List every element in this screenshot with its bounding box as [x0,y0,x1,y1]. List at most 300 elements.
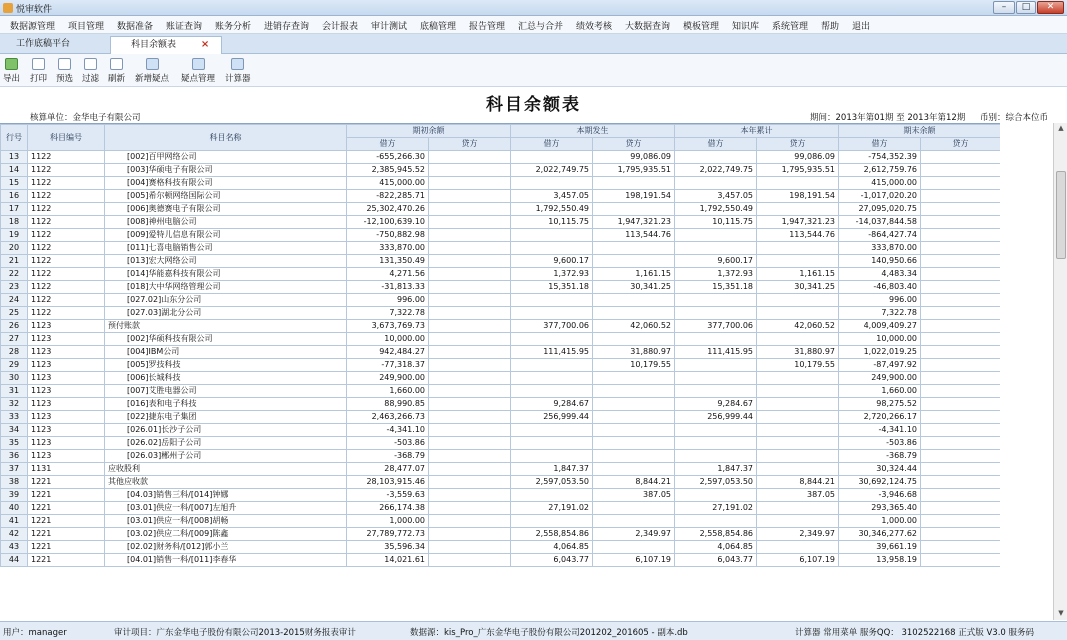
print-button[interactable] [30,56,47,84]
code-cell: 1122 [28,281,105,294]
amount-cell: -3,559.63 [347,489,429,502]
amount-cell [429,385,511,398]
toolbar-label: 疑点管理 [181,74,216,84]
status-service: 计算器 常用菜单 服务QQ： 3102522168 正式版 V3.0 服务码 [795,628,1035,638]
name-cell: [03.02]供应二科/[009]陈鑫 [105,528,347,541]
period-range [810,111,1048,123]
table-row[interactable] [1,489,1001,502]
amount-cell: 2,022,749.75 [675,164,757,177]
amount-cell: 2,597,053.50 [675,476,757,489]
tab-workpaper-platform[interactable]: 工作底稿平台 [16,39,71,49]
code-cell: 1122 [28,151,105,164]
menu-item-10[interactable]: 汇总与合并 [518,22,564,32]
amount-cell [757,372,839,385]
amount-cell: 113,544.76 [757,229,839,242]
row-no-cell: 22 [1,268,28,281]
amount-cell [757,307,839,320]
maximize-button[interactable]: □ [1016,1,1036,14]
amount-cell [921,515,1001,528]
amount-cell [921,229,1001,242]
amount-cell [757,463,839,476]
table-row[interactable] [1,359,1001,372]
table-row[interactable] [1,242,1001,255]
amount-cell: 30,324.44 [839,463,921,476]
amount-cell [757,450,839,463]
code-cell: 1123 [28,333,105,346]
row-no-cell: 36 [1,450,28,463]
amount-cell [675,177,757,190]
amount-cell [921,463,1001,476]
col-period-amount: 本期发生 [511,125,675,138]
amount-cell: -1,017,020.20 [839,190,921,203]
code-cell: 1122 [28,203,105,216]
name-cell: [026.03]郴州子公司 [105,450,347,463]
amount-cell [593,424,675,437]
amount-cell: 2,385,945.52 [347,164,429,177]
amount-cell: 2,558,854.86 [511,528,593,541]
amount-cell [593,398,675,411]
row-no-cell: 15 [1,177,28,190]
amount-cell: 140,950.66 [839,255,921,268]
amount-cell [757,255,839,268]
amount-cell [675,242,757,255]
amount-cell [511,372,593,385]
row-no-cell: 43 [1,541,28,554]
scroll-thumb[interactable] [1056,171,1066,259]
menu-item-12[interactable]: 大数据查询 [625,22,671,32]
amount-cell [757,411,839,424]
amount-cell: 4,271.56 [347,268,429,281]
table-row[interactable] [1,515,1001,528]
amount-cell [429,229,511,242]
amount-cell: -864,427.74 [839,229,921,242]
currency-label: 币别：综合本位币 [980,113,1049,123]
balance-grid[interactable] [0,123,1000,620]
row-no-cell: 29 [1,359,28,372]
table-row[interactable] [1,281,1001,294]
code-cell: 1131 [28,463,105,476]
code-cell: 1123 [28,437,105,450]
code-cell: 1122 [28,229,105,242]
table-row[interactable] [1,320,1001,333]
close-button[interactable]: ✕ [1037,1,1064,14]
name-cell: [02.02]财务科/[012]郭小兰 [105,541,347,554]
tab-label: 科目余额表 [131,40,177,50]
col-year-cumulative: 本年累计 [675,125,839,138]
amount-cell [593,294,675,307]
table-row[interactable] [1,411,1001,424]
table-row[interactable] [1,502,1001,515]
report-title: 科目余额表 [486,95,581,115]
menu-item-2[interactable]: 数据准备 [117,22,154,32]
amount-cell: 2,597,053.50 [511,476,593,489]
amount-cell [921,372,1001,385]
amount-cell [921,528,1001,541]
table-row[interactable] [1,255,1001,268]
table-row[interactable] [1,346,1001,359]
amount-cell [429,294,511,307]
table-row[interactable] [1,151,1001,164]
amount-cell [757,398,839,411]
amount-cell: 249,900.00 [347,372,429,385]
amount-cell [675,385,757,398]
amount-cell: 4,009,409.27 [839,320,921,333]
row-no-cell: 41 [1,515,28,528]
amount-cell [675,294,757,307]
table-row[interactable] [1,372,1001,385]
amount-cell [921,424,1001,437]
amount-cell: 6,043.77 [511,554,593,567]
amount-cell [921,346,1001,359]
tab-bar [0,34,1067,54]
amount-cell [921,437,1001,450]
row-no-cell: 19 [1,229,28,242]
amount-cell [757,203,839,216]
menu-item-17[interactable]: 退出 [852,22,871,32]
amount-cell: 1,847.37 [675,463,757,476]
amount-cell [429,333,511,346]
amount-cell [429,359,511,372]
amount-cell [921,255,1001,268]
amount-cell: 293,365.40 [839,502,921,515]
amount-cell: 996.00 [839,294,921,307]
menu-item-7[interactable]: 审计测试 [371,22,408,32]
amount-cell [511,437,593,450]
amount-cell: 1,022,019.25 [839,346,921,359]
table-row[interactable] [1,528,1001,541]
amount-cell: -77,318.37 [347,359,429,372]
amount-cell: 98,275.52 [839,398,921,411]
name-cell: [007]艾胜电器公司 [105,385,347,398]
amount-cell [593,203,675,216]
tab-close-icon[interactable]: × [200,39,210,50]
amount-cell: -31,813.33 [347,281,429,294]
table-row[interactable] [1,450,1001,463]
amount-cell [429,437,511,450]
table-row[interactable] [1,268,1001,281]
amount-cell [593,242,675,255]
amount-cell [511,489,593,502]
amount-cell: 13,958.19 [839,554,921,567]
export-icon [5,58,18,70]
amount-cell: 2,612,759.76 [839,164,921,177]
amount-cell: -368.79 [839,450,921,463]
code-cell: 1221 [28,476,105,489]
table-row[interactable] [1,229,1001,242]
amount-cell: 8,844.21 [593,476,675,489]
code-cell: 1221 [28,541,105,554]
menu-item-16[interactable]: 帮助 [821,22,840,32]
name-cell: [022]捷东电子集团 [105,411,347,424]
amount-cell [757,502,839,515]
amount-cell: 10,115.75 [675,216,757,229]
table-row[interactable] [1,554,1001,567]
amount-cell: -4,341.10 [839,424,921,437]
amount-cell: 4,483.34 [839,268,921,281]
amount-cell: 131,350.49 [347,255,429,268]
amount-cell [593,463,675,476]
add-issue-button[interactable] [135,56,169,84]
amount-cell: -3,946.68 [839,489,921,502]
amount-cell [675,151,757,164]
amount-cell [675,437,757,450]
code-cell: 1122 [28,294,105,307]
scroll-down-icon[interactable]: ▼ [1058,609,1064,617]
amount-cell [429,372,511,385]
name-cell: [006]奥德赛电子有限公司 [105,203,347,216]
amount-cell [511,333,593,346]
row-no-cell: 16 [1,190,28,203]
amount-cell: 1,372.93 [511,268,593,281]
calculator-icon [231,58,244,70]
col-credit: 贷方 [593,138,675,151]
amount-cell: 2,720,266.17 [839,411,921,424]
amount-cell: 1,000.00 [839,515,921,528]
amount-cell: 1,660.00 [839,385,921,398]
amount-cell [511,424,593,437]
name-cell: [027.02]山东分公司 [105,294,347,307]
toolbar-label: 打印 [30,74,48,84]
minimize-button[interactable]: – [993,1,1015,14]
code-cell: 1123 [28,320,105,333]
export-button[interactable] [3,56,20,84]
amount-cell: 9,284.67 [675,398,757,411]
refresh-icon [110,58,123,70]
table-row[interactable] [1,177,1001,190]
amount-cell: 377,700.06 [511,320,593,333]
amount-cell: 415,000.00 [347,177,429,190]
tab-account-balance[interactable] [110,36,222,54]
code-cell: 1123 [28,450,105,463]
table-row[interactable] [1,216,1001,229]
amount-cell [921,398,1001,411]
amount-cell [921,450,1001,463]
table-row[interactable] [1,307,1001,320]
preview-button[interactable] [56,56,73,84]
amount-cell [511,294,593,307]
amount-cell [675,229,757,242]
table-row[interactable] [1,541,1001,554]
amount-cell [429,554,511,567]
amount-cell: 4,064.85 [675,541,757,554]
name-cell: [006]长城科技 [105,372,347,385]
menu-item-6[interactable]: 会计报表 [322,22,359,32]
table-row[interactable] [1,437,1001,450]
amount-cell: 996.00 [347,294,429,307]
amount-cell [675,515,757,528]
col-debit: 借方 [675,138,757,151]
amount-cell [921,411,1001,424]
table-row[interactable] [1,190,1001,203]
name-cell: [002]百甲网络公司 [105,151,347,164]
amount-cell: 27,095,020.75 [839,203,921,216]
period-label: 期间：2013年第01期 至 2013年第12期 [810,113,966,123]
amount-cell: 1,161.15 [593,268,675,281]
amount-cell [429,281,511,294]
amount-cell: 10,179.55 [593,359,675,372]
calculator-button[interactable] [225,56,251,84]
amount-cell [429,424,511,437]
table-row[interactable] [1,203,1001,216]
name-cell: [03.01]供应一科/[007]左旭升 [105,502,347,515]
code-cell: 1221 [28,489,105,502]
name-cell: [013]宏大网络公司 [105,255,347,268]
col-debit: 借方 [839,138,921,151]
table-row[interactable] [1,398,1001,411]
name-cell: [004]IBM公司 [105,346,347,359]
status-bar [0,621,1067,640]
amount-cell: 266,174.38 [347,502,429,515]
col-credit: 贷方 [429,138,511,151]
table-row[interactable] [1,463,1001,476]
vertical-scrollbar[interactable] [1053,123,1067,620]
col-credit: 贷方 [921,138,1001,151]
amount-cell [429,463,511,476]
name-cell: [003]华硕电子有限公司 [105,164,347,177]
amount-cell [757,515,839,528]
amount-cell [593,372,675,385]
row-no-cell: 13 [1,151,28,164]
menu-item-13[interactable]: 模板管理 [683,22,720,32]
amount-cell: 2,463,266.73 [347,411,429,424]
name-cell: [005]罗技科技 [105,359,347,372]
amount-cell [675,450,757,463]
code-cell: 1122 [28,255,105,268]
code-cell: 1221 [28,515,105,528]
menu-item-15[interactable]: 系统管理 [772,22,809,32]
amount-cell: 2,349.97 [593,528,675,541]
amount-cell [757,242,839,255]
amount-cell [429,398,511,411]
amount-cell [593,515,675,528]
amount-cell [675,307,757,320]
issue-manage-icon [192,58,205,70]
toolbar-label: 预选 [56,74,74,84]
amount-cell: 6,107.19 [593,554,675,567]
amount-cell: 2,349.97 [757,528,839,541]
amount-cell [593,255,675,268]
amount-cell: -4,341.10 [347,424,429,437]
amount-cell: 3,673,769.73 [347,320,429,333]
code-cell: 1122 [28,190,105,203]
col-account-code: 科目编号 [28,125,105,151]
amount-cell: 2,558,854.86 [675,528,757,541]
amount-cell: -368.79 [347,450,429,463]
scroll-up-icon[interactable]: ▲ [1058,124,1064,132]
amount-cell: 10,000.00 [839,333,921,346]
row-no-cell: 32 [1,398,28,411]
amount-cell [511,151,593,164]
amount-cell: 1,660.00 [347,385,429,398]
amount-cell: 2,022,749.75 [511,164,593,177]
amount-cell: 27,789,772.73 [347,528,429,541]
amount-cell [757,424,839,437]
amount-cell [921,190,1001,203]
menu-item-3[interactable]: 账证查询 [166,22,203,32]
amount-cell: 113,544.76 [593,229,675,242]
amount-cell [511,359,593,372]
amount-cell [593,502,675,515]
amount-cell: 1,792,550.49 [675,203,757,216]
add-issue-icon [146,58,159,70]
amount-cell [429,489,511,502]
code-cell: 1123 [28,398,105,411]
table-row[interactable] [1,424,1001,437]
table-row[interactable] [1,294,1001,307]
amount-cell [429,151,511,164]
amount-cell: 9,284.67 [511,398,593,411]
amount-cell: 27,191.02 [675,502,757,515]
amount-cell: 35,596.34 [347,541,429,554]
code-cell: 1221 [28,528,105,541]
amount-cell [429,450,511,463]
amount-cell [429,203,511,216]
amount-cell [593,307,675,320]
name-cell: [005]希尔顿网络国际公司 [105,190,347,203]
amount-cell [593,437,675,450]
menu-item-4[interactable]: 账务分析 [215,22,252,32]
amount-cell [921,359,1001,372]
name-cell: [011]七喜电脑销售公司 [105,242,347,255]
name-cell: 预付账款 [105,320,347,333]
row-no-cell: 40 [1,502,28,515]
amount-cell [757,177,839,190]
menu-item-11[interactable]: 绩效考核 [576,22,613,32]
amount-cell: 6,107.19 [757,554,839,567]
table-row[interactable] [1,164,1001,177]
menu-item-5[interactable]: 进销存查询 [264,22,310,32]
amount-cell: 415,000.00 [839,177,921,190]
menu-item-8[interactable]: 底稿管理 [420,22,457,32]
amount-cell [921,177,1001,190]
code-cell: 1123 [28,346,105,359]
amount-cell: 7,322.78 [347,307,429,320]
name-cell: 其他应收款 [105,476,347,489]
amount-cell: 8,844.21 [757,476,839,489]
row-no-cell: 18 [1,216,28,229]
amount-cell [511,229,593,242]
code-cell: 1123 [28,385,105,398]
amount-cell [675,424,757,437]
code-cell: 1123 [28,372,105,385]
table-row[interactable] [1,333,1001,346]
name-cell: [004]赛格科技有限公司 [105,177,347,190]
amount-cell [511,177,593,190]
code-cell: 1122 [28,177,105,190]
table-row[interactable] [1,385,1001,398]
name-cell: [008]神州电脑公司 [105,216,347,229]
col-closing-balance: 期末余额 [839,125,1001,138]
refresh-button[interactable] [108,56,125,84]
issue-manage-button[interactable] [181,56,215,84]
menu-item-1[interactable]: 项目管理 [68,22,105,32]
row-no-cell: 27 [1,333,28,346]
amount-cell [429,177,511,190]
row-no-cell: 31 [1,385,28,398]
filter-icon [84,58,97,70]
table-row[interactable] [1,476,1001,489]
menu-item-14[interactable]: 知识库 [732,22,760,32]
name-cell: [04.01]销售一科/[011]李春华 [105,554,347,567]
menu-item-9[interactable]: 报告管理 [469,22,506,32]
amount-cell: 1,847.37 [511,463,593,476]
amount-cell: 387.05 [593,489,675,502]
amount-cell [429,411,511,424]
toolbar [0,54,1067,87]
amount-cell: 1,372.93 [675,268,757,281]
filter-button[interactable] [82,56,99,84]
menu-item-0[interactable]: 数据源管理 [10,22,56,32]
